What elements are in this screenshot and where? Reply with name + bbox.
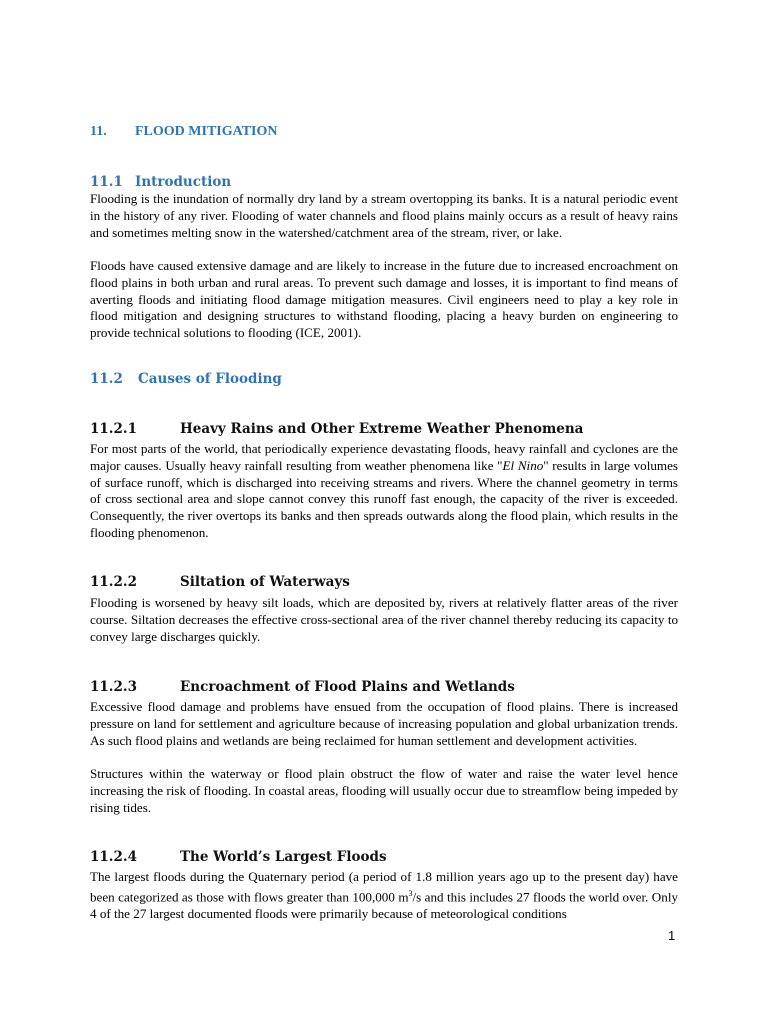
causes-number: 11.2: [90, 371, 123, 387]
subsection-number: 11.2.1: [90, 421, 137, 437]
heavy-rains-paragraph: [90, 441, 678, 542]
largest-floods-text-end: /s and this includes 27 floods the world over. Only 4 of the 27 largest documented floods were primarily because of meteorological conditions: [90, 889, 678, 921]
largest-floods-paragraph: [90, 869, 678, 923]
subsection-title: Heavy Rains and Other Extreme Weather Phenomena: [180, 421, 584, 437]
superscript-3: 3: [408, 888, 413, 898]
introduction-number: 11.1: [90, 174, 123, 190]
subsection-heading-heavy-rains: [90, 421, 583, 437]
causes-title: Causes of Flooding: [138, 371, 282, 387]
subsection-heading-encroachment: [90, 679, 515, 695]
siltation-paragraph: Flooding is worsened by heavy silt loads, which are deposited by, rivers at relatively flatter areas of the river course. Siltation decreases the effective cross-sectional area of the river channel thereby reducing its capacity to convey large discharges quickly.: [90, 595, 678, 644]
section-title: FLOOD MITIGATION: [135, 124, 278, 139]
el-nino-term: El Nino: [502, 457, 544, 473]
encroachment-paragraph-2: Structures within the waterway or flood plain obstruct the flow of water and raise the water level hence increasing the risk of flooding. In coastal areas, flooding will usually occur due to streamflow being impeded by rising tides.: [90, 766, 678, 815]
subsection-heading-largest-floods: [90, 849, 387, 865]
section-number: 11.: [90, 124, 107, 139]
subsection-number: 11.2.2: [90, 574, 137, 590]
introduction-heading: [90, 174, 231, 190]
largest-floods-text-start: The largest floods during the Quaternary period (a period of 1.8 million years ago up to the present day) have been categorized as those with flows greater than 100,000 m: [90, 869, 678, 905]
causes-heading: [90, 371, 282, 387]
subsection-number: 11.2.3: [90, 679, 137, 695]
introduction-title: Introduction: [135, 174, 232, 190]
subsection-heading-siltation: [90, 574, 350, 590]
subsection-title: Siltation of Waterways: [180, 574, 350, 590]
subsection-number: 11.2.4: [90, 849, 137, 865]
page-number: 1: [668, 928, 676, 943]
encroachment-paragraph-1: Excessive flood damage and problems have ensued from the occupation of flood plains. There is increased pressure on land for settlement and agriculture because of increasing population and global urbanization trends. As such flood plains and wetlands are being reclaimed for human settlement and development activities.: [90, 699, 678, 748]
introduction-paragraph-1: Flooding is the inundation of normally dry land by a stream overtopping its banks. It is a natural periodic event in the history of any river. Flooding of water channels and flood plains mainly occurs as a result of heavy rains and sometimes melting snow in the watershed/catchment area of the stream, river, or lake.: [90, 191, 678, 240]
subsection-title: The World’s Largest Floods: [180, 849, 387, 865]
introduction-paragraph-2: Floods have caused extensive damage and are likely to increase in the future due to increased encroachment on flood plains in both urban and rural areas. To prevent such damage and losses, it is important to find means of averting floods and initiating flood damage mitigation measures. Civil engineers need to play a key role in flood mitigation and designing structures to withstand flooding, placing a heavy burden on engineering to provide technical solutions to flooding (ICE, 2001).: [90, 258, 678, 341]
heavy-rains-text-start: For most parts of the world, that periodically experience devastating floods, heavy rainfall and cyclones are the major causes. Usually heavy rainfall resulting from weather phenomena like ": [90, 441, 678, 473]
section-heading: [90, 124, 277, 140]
subsection-title: Encroachment of Flood Plains and Wetlands: [180, 679, 515, 695]
heavy-rains-text-end: " results in large volumes of surface runoff, which is discharged into receiving streams and rivers. Where the channel geometry in terms of cross sectional area and slope cannot convey this runoff fast enough, the capacity of the river is exceeded. Consequently, the river overtops its banks and then spreads outwards along the flood plain, which results in the flooding phenomenon.: [90, 457, 678, 540]
